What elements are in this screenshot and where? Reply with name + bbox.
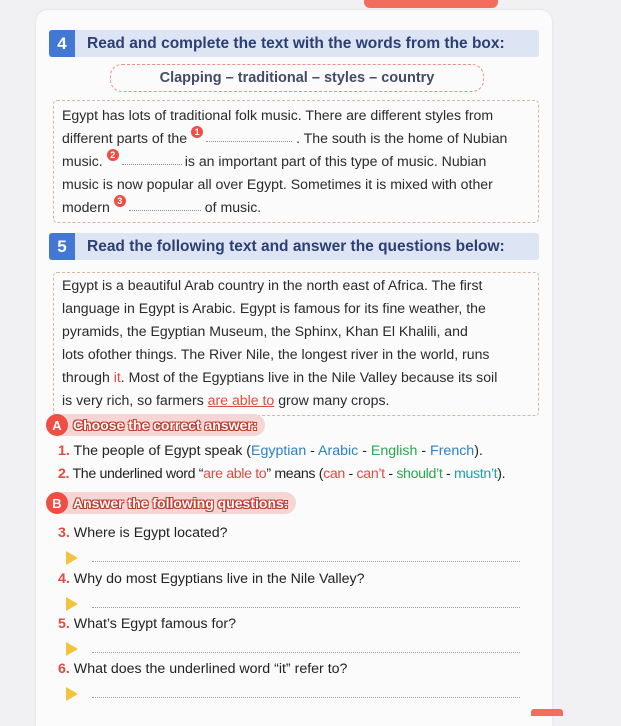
passage-5-line-5: [54, 366, 538, 389]
question-number: 4.: [58, 571, 70, 587]
option-separator: -: [358, 443, 371, 459]
passage-5-line-1: [54, 274, 538, 297]
question-number: 6.: [58, 661, 70, 677]
passage-5-line-2: [54, 297, 538, 320]
passage-text: of music.: [204, 199, 262, 215]
answer-dotted-line: [92, 561, 520, 562]
answer-line-4[interactable]: [66, 597, 522, 611]
answer-dotted-line: [92, 652, 520, 653]
section-4-passage: [53, 100, 539, 223]
passage-text: music is now popular all over Egypt. Sometimes it is mixed with other: [62, 176, 493, 192]
passage-4-line-2: [54, 127, 538, 150]
arrow-right-icon: [66, 551, 78, 565]
word-box: [110, 64, 484, 92]
word-box-text: Clapping – traditional – styles – country: [159, 70, 435, 86]
part-b-label: [46, 492, 296, 514]
passage-text: Egypt has lots of traditional folk music. There are different styles from: [62, 107, 494, 123]
blank-3[interactable]: [129, 196, 201, 211]
option-egyptian[interactable]: Egyptian: [251, 443, 307, 459]
question-number: 3.: [58, 525, 70, 541]
question-number: 5.: [58, 616, 70, 632]
blank-1[interactable]: [206, 127, 292, 142]
answer-line-6[interactable]: [66, 687, 522, 701]
bottom-tab-decoration: [531, 709, 563, 716]
question-number: 1.: [58, 443, 70, 459]
passage-5-line-4: [54, 343, 538, 366]
quoted-phrase: are able to: [203, 466, 267, 482]
question-1: [58, 443, 483, 459]
option-separator: -: [417, 443, 431, 459]
question-5: [58, 616, 236, 632]
answer-line-5[interactable]: [66, 642, 522, 656]
answer-dotted-line: [92, 607, 520, 608]
part-a-badge: A: [46, 414, 68, 436]
passage-text: different parts of the: [62, 130, 188, 146]
question-4: [58, 571, 365, 587]
blank-2[interactable]: [122, 150, 182, 165]
passage-4-line-5: [54, 196, 538, 219]
option-french[interactable]: French: [430, 443, 475, 459]
question-2: [58, 466, 505, 482]
question-text: Where is Egypt located?: [73, 525, 228, 541]
question-text: ).: [497, 466, 506, 482]
option-cant[interactable]: can’t: [356, 466, 385, 482]
passage-text: . Most of the Egyptians live in the Nile Valley because its soil: [120, 369, 498, 385]
passage-4-line-4: [54, 173, 538, 196]
option-separator: -: [384, 466, 397, 482]
question-number: 2.: [58, 466, 70, 482]
passage-text: lots ofother things. The River Nile, the longest river in the world, runs: [62, 346, 490, 362]
blank-number-1: 1: [191, 126, 203, 138]
question-text: ” means (: [266, 466, 324, 482]
option-separator: -: [442, 466, 454, 482]
question-3: [58, 525, 228, 541]
passage-text: . The south is the home of Nubian: [296, 130, 508, 146]
section-4-header: [49, 30, 539, 57]
passage-5-line-6: [54, 389, 538, 412]
section-5-passage: [53, 272, 539, 416]
question-text: Why do most Egyptians live in the Nile Valley?: [73, 571, 365, 587]
passage-5-line-3: [54, 320, 538, 343]
arrow-right-icon: [66, 642, 78, 656]
passage-text: music.: [62, 153, 103, 169]
passage-text: pyramids, the Egyptian Museum, the Sphinx, Khan El Khalili, and: [62, 323, 468, 339]
passage-text: language in Egypt is Arabic. Egypt is famous for its fine weather, the: [62, 300, 486, 316]
answer-dotted-line: [92, 697, 520, 698]
highlighted-word-it: it: [113, 369, 121, 385]
option-separator: -: [344, 466, 357, 482]
section-4-number: 4: [49, 30, 75, 57]
passage-text: is very rich, so farmers: [62, 392, 204, 408]
section-5-title: Read the following text and answer the questions below:: [87, 237, 505, 255]
question-text: What’s Egypt famous for?: [73, 616, 236, 632]
option-mustnt[interactable]: mustn’t: [453, 466, 498, 482]
question-text: The underlined word “: [72, 466, 204, 482]
passage-text: grow many crops.: [278, 392, 390, 408]
arrow-right-icon: [66, 687, 78, 701]
blank-number-2: 2: [107, 149, 119, 161]
passage-4-line-3: [54, 150, 538, 173]
option-shouldnt[interactable]: should’t: [396, 466, 443, 482]
option-english[interactable]: English: [370, 443, 418, 459]
option-can[interactable]: can: [323, 466, 345, 482]
underlined-phrase: are able to: [207, 392, 275, 408]
passage-text: is an important part of this type of music. Nubian: [184, 153, 487, 169]
option-arabic[interactable]: Arabic: [318, 443, 359, 459]
blank-number-3: 3: [114, 195, 126, 207]
question-text: ).: [474, 443, 483, 459]
section-4-title: Read and complete the text with the words from the box:: [87, 34, 505, 52]
option-separator: -: [306, 443, 319, 459]
top-tab-decoration: [364, 0, 498, 8]
question-6: [58, 661, 347, 677]
question-text: The people of Egypt speak (: [73, 443, 251, 459]
question-text: What does the underlined word “it” refer to?: [73, 661, 348, 677]
section-5-number: 5: [49, 233, 75, 260]
passage-text: through: [62, 369, 110, 385]
part-a-label: [46, 414, 265, 436]
part-a-title: Choose the correct answer:: [73, 417, 258, 433]
answer-line-3[interactable]: [66, 551, 522, 565]
section-5-header: [49, 233, 539, 260]
part-b-badge: B: [46, 492, 68, 514]
passage-text: modern: [62, 199, 110, 215]
passage-4-line-1: [54, 104, 538, 127]
arrow-right-icon: [66, 597, 78, 611]
part-b-title: Answer the following questions:: [73, 495, 289, 511]
passage-text: Egypt is a beautiful Arab country in the north east of Africa. The first: [62, 277, 483, 293]
